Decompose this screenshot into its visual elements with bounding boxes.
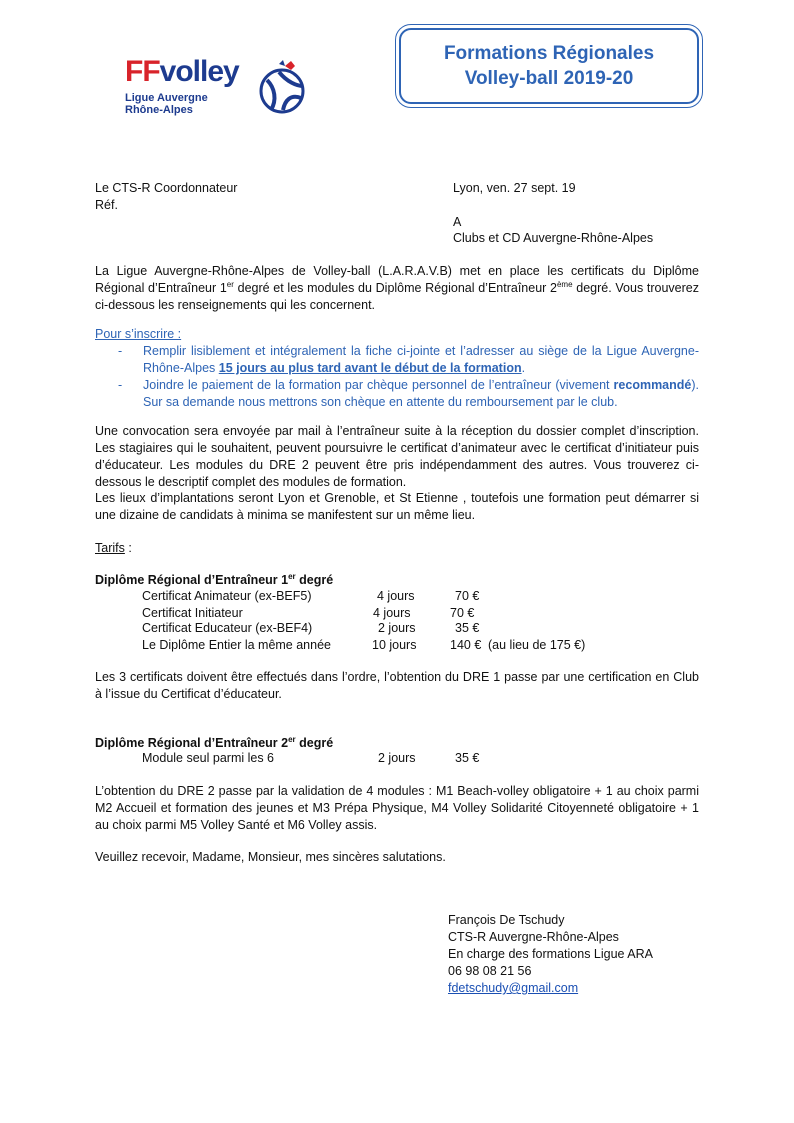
logo-subtitle: Ligue Auvergne Rhône-Alpes (125, 92, 208, 116)
inscription-heading: Pour s’inscrire : (95, 327, 182, 341)
closing-line: Veuillez recevoir, Madame, Monsieur, mes sincères salutations. (95, 850, 446, 864)
logo-wordmark: FFvolley (125, 55, 239, 88)
convocation-paragraph: Une convocation sera envoyée par mail à l’entraîneur suite à la réception du dossier complet d’inscription. Les stagiaires qui le souhaitent, peuvent poursuivre le certificat d’animateur avec le certificat d’initiateur puis d’éducateur. Les modules du DRE 2 peuvent être pris indépendamment des autres. Vous trouverez ci-dessous le descriptif complet des modules de formation. (95, 424, 699, 489)
title-line2: Volley-ball 2019-20 (464, 68, 634, 89)
list-item: - Joindre le paiement de la formation par chèque personnel de l’entraîneur (vivement recommandé). Sur sa demande nous mettrons son chèque en attente du remboursement par le club. (115, 377, 699, 411)
inscription-list (115, 343, 699, 411)
email-link[interactable]: fdetschudy@gmail.com (448, 981, 579, 995)
ffvolley-logo (125, 55, 310, 120)
dre2-heading: Diplôme Régional d’Entraîneur 2er degré (95, 735, 334, 750)
signature-name: François De Tschudy (448, 913, 565, 927)
list-item: - Remplir lisiblement et intégralement la fiche ci-jointe et l’adresser au siège de la Ligue Auvergne-Rhône-Alpes 15 jours au plus tard avant le début de la formation. (115, 343, 699, 377)
intro-paragraph: La Ligue Auvergne-Rhône-Alpes de Volley-ball (L.A.R.A.V.B) met en place les certificats du Diplôme Régional d’Entraîneur 1er degré et les modules du Diplôme Régional d’Entraîneur 2ème degré. Vous trouverez ci-dessous les renseignements qui les concernent. (95, 264, 699, 312)
tarifs-label: Tarifs : (95, 541, 132, 555)
to-label: A (453, 215, 462, 229)
title-line1: Formations Régionales (443, 43, 655, 64)
dre2-note: L’obtention du DRE 2 passe par la validation de 4 modules : M1 Beach-volley obligatoire + 1 au choix parmi M2 Accueil et formation des jeunes et M3 Prépa Physique, M4 Volley Solidarité Citoyenneté obligatoire + 1 au choix parmi M5 Volley Santé et M6 Volley assis. (95, 784, 699, 832)
signature-phone: 06 98 08 21 56 (448, 964, 532, 978)
locations-paragraph: Les lieux d’implantations seront Lyon et Grenoble, et St Etienne , toutefois une formation peut démarrer si une dizaine de candidats à minima se manifestent sur un même lieu. (95, 491, 699, 522)
signature-block (448, 912, 653, 997)
volleyball-icon (257, 60, 307, 116)
recipients: Clubs et CD Auvergne-Rhône-Alpes (453, 231, 654, 245)
title-box (399, 28, 699, 104)
signature-role: CTS-R Auvergne-Rhône-Alpes (448, 930, 619, 944)
letter-page: FFvolley Ligue Auvergne Rhône-Alpes Formations Régionales Volley-ball 2019-20 Le CTS-R Coordonnateur Réf. Lyon, ven. 27 sept. 19 A Clubs et CD Auvergne-Rhône-Alpes La Ligue Auvergne-Rhône-Alpes de Volley-ball (L.A.R.A.V.B) met en place les certificats du Diplôme Régional d’Entraîneur 1er degré et les modules du Diplôme Régional d’Entraîneur 2ème degré. Vous trouverez ci-dessous les renseignements qui les concernent. Pour s’inscrire : - Remplir lisiblement et intégralement la fiche ci-jointe et l’adresser au siège de la Ligue Auvergne-Rhône-Alpes 15 jours au plus tard avant le début de la formation. - Joindre le paiement de la formation par chèque personnel de l’entraîneur (vivement recommandé). Sur sa demande nous mettrons son chèque en attente du remboursement par le club. Une convocation sera envoyée par mail à l’entraîneur suite à la réception du dossier complet d’inscription. Les stagiaires qui le souhaitent, peuvent poursuivre le certificat d’animateur avec le certificat d’initiateur puis d’éducateur. Les modules du DRE 2 peuvent être pris indépendamment des autres. Vous trouverez ci-dessous le descriptif complet des modules de formation. Les lieux d’implantations seront Lyon et Grenoble, et St Etienne , toutefois une formation peut démarrer si une dizaine de candidats à minima se manifestent sur un même lieu. Tarifs : Diplôme Régional d’Entraîneur 1er degré Certificat Animateur (ex-BEF5) 4 jours 70 € Certificat Initiateur 4 jours 70 € Certificat Educateur (ex-BEF4) 2 jours 35 € Le Diplôme Entier la même année 10 jours 140 € (au lieu de 175 €) Les 3 certificats doivent être effectués dans l’ordre, l’obtention du DRE 1 passe par une certification en Club à l’issue du Certificat d’éducateur. Diplôme Régional d’Entraîneur 2er degré Module seul parmi les 6 2 jours 35 € L’obtention du DRE 2 passe par la validation de 4 modules : M1 Beach-volley obligatoire + 1 au choix parmi M2 Accueil et formation des jeunes et M3 Prépa Physique, M4 Volley Solidarité Citoyenneté obligatoire + 1 au choix parmi M5 Volley Santé et M6 Volley assis. Veuillez recevoir, Madame, Monsieur, mes sincères salutations. François De Tschudy CTS-R Auvergne-Rhône-Alpes En charge des formations Ligue ARA 06 98 08 21 56 fdetschudy@gmail.com (0, 0, 794, 1123)
sender-line: Le CTS-R Coordonnateur (95, 181, 238, 195)
dre1-heading: Diplôme Régional d’Entraîneur 1er degré (95, 572, 334, 587)
signature-duty: En charge des formations Ligue ARA (448, 947, 653, 961)
ref-line: Réf. (95, 198, 118, 212)
place-date: Lyon, ven. 27 sept. 19 (453, 181, 576, 195)
dre1-note: Les 3 certificats doivent être effectués dans l’ordre, l’obtention du DRE 1 passe par une certification en Club à l’issue du Certificat d’éducateur. (95, 670, 699, 701)
